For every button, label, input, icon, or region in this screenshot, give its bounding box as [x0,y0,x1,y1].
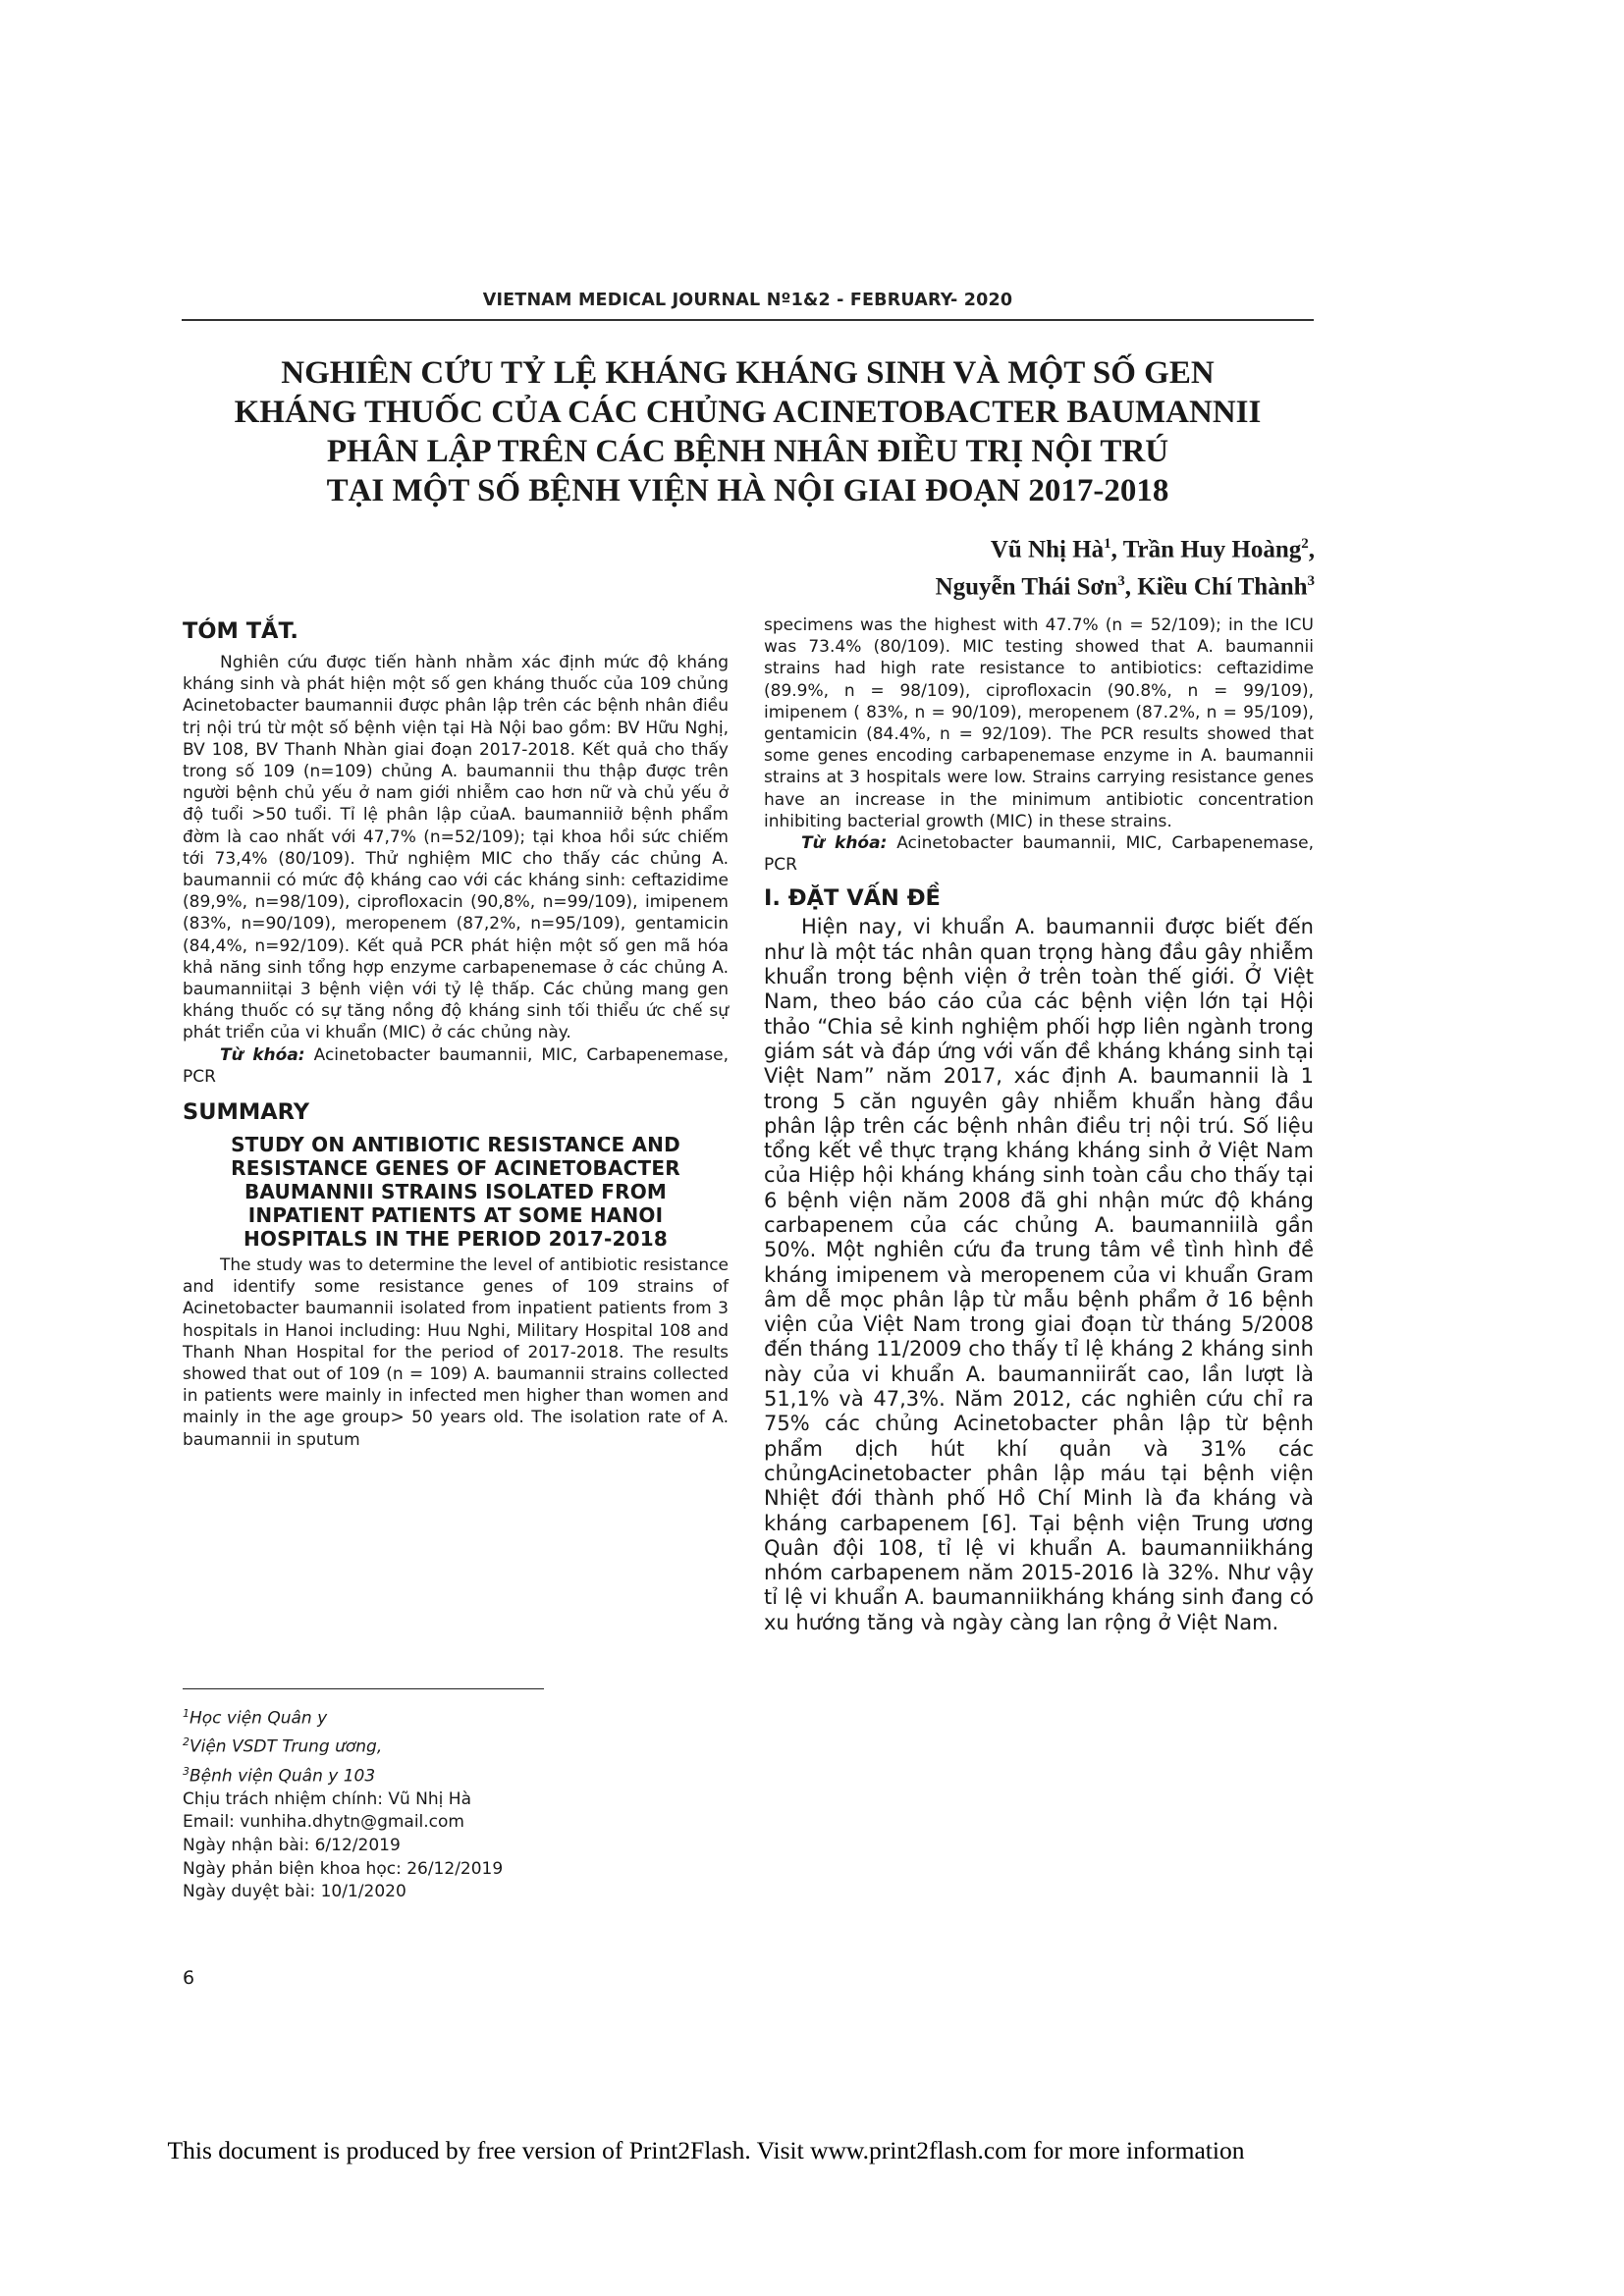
keywords-text: Acinetobacter baumannii, MIC, Carbapenemase, PCR [764,833,1315,876]
affiliation-text: Bệnh viện Quân y 103 [189,1766,376,1787]
article-title [182,353,1314,510]
header-rule [182,319,1314,321]
affiliation-footnote [183,1702,729,1731]
author-name: Vũ Nhị Hà [990,536,1105,563]
affiliation-footnote [183,1760,729,1789]
author-name: Nguyễn Thái Sơn [935,573,1118,601]
page-number: 6 [183,1967,195,1989]
author-separator: , [1308,536,1315,563]
footnotes [183,1702,729,1904]
summary-keywords [764,832,1314,876]
summary-title-line: STUDY ON ANTIBIOTIC RESISTANCE AND [231,1133,680,1157]
summary-heading: SUMMARY [183,1099,310,1126]
author-line [936,565,1315,603]
intro-heading: I. ĐẶT VẤN ĐỀ [764,885,941,912]
journal-running-header: VIETNAM MEDICAL JOURNAL Nº1&2 - FEBRUARY- 2020 [482,291,1013,310]
date-received: Ngày nhận bài: 6/12/2019 [183,1835,401,1855]
summary-text-continued: specimens was the highest with 47.7% (n = 52/109); in the ICU was 73.4% (80/109). MIC testing showed that A. baumannii strains had high rate resistance to antibiotics: ceftazidime (89.9%, n = 98/109), ciprofloxacin (90.8%, n = 99/109), imipenem ( 83%, n = 90/109), meropenem (87.2%, n = 95/109), gentamicin (84.4%, n = 92/109). The PCR results showed that some genes encoding carbapenemase enzyme in A. baumannii strains at 3 hospitals were low. Strains carrying resistance genes have an increase in the minimum antibiotic concentration inhibiting bacterial growth (MIC) in these strains. [764,615,1314,831]
title-line: KHÁNG THUỐC CỦA CÁC CHỦNG ACINETOBACTER BAUMANNII [234,395,1262,430]
author-affiliation-mark: 3 [1117,573,1125,590]
title-line: NGHIÊN CỨU TỶ LỆ KHÁNG KHÁNG SINH VÀ MỘT SỐ GEN [281,355,1215,391]
summary-title-line: INPATIENT PATIENTS AT SOME HANOI [247,1203,664,1228]
footnote-mark: 1 [183,1707,189,1720]
print2flash-watermark: This document is produced by free version of Print2Flash. Visit www.print2flash.com for more information [167,2136,1245,2164]
summary-title-line: HOSPITALS IN THE PERIOD 2017-2018 [243,1227,669,1252]
abstract-vi-heading: TÓM TẮT. [183,618,298,644]
summary-title-line: RESISTANCE GENES OF ACINETOBACTER [231,1156,680,1181]
summary-text: The study was to determine the level of antibiotic resistance and identify some resistance genes of 109 strains of Acinetobacter baumannii isolated from inpatient patients from 3 hospitals in Hanoi including: Huu Nghi, Military Hospital 108 and Thanh Nhan Hospital for the period of 2017-2018. The results showed that out of 109 (n = 109) A. baumannii strains collected in patients were mainly in infected men higher than women and mainly in the age group> 50 years old. The isolation rate of A. baumannii in sputum [183,1255,729,1450]
author-line [936,528,1315,565]
author-name: Trần Huy Hoàng [1122,536,1302,563]
date-reviewed: Ngày phản biện khoa học: 26/12/2019 [183,1858,504,1879]
summary-title [183,1133,729,1251]
responsible-author: Chịu trách nhiệm chính: Vũ Nhị Hà [183,1789,471,1809]
footnote-mark: 2 [183,1735,189,1749]
keywords-label: Từ khóa: [801,833,888,854]
right-column [764,614,1314,1635]
author-affiliation-mark: 3 [1307,573,1315,590]
affiliation-text: Viện VSDT Trung ương, [189,1736,383,1757]
author-affiliation-mark: 2 [1301,536,1309,552]
author-separator: , [1110,536,1123,563]
left-column [183,616,729,1451]
keywords-label: Từ khóa: [220,1044,305,1065]
author-affiliation-mark: 1 [1104,536,1111,552]
author-name: Kiều Chí Thành [1137,573,1308,601]
author-separator: , [1124,573,1138,601]
abstract-vi-text: Nghiên cứu được tiến hành nhằm xác định mức độ kháng kháng sinh và phát hiện một số gen kháng thuốc của 109 chủng Acinetobacter baumannii được phân lập trên các bệnh nhân điều trị nội trú từ một số bệnh viện tại Hà Nội bao gồm: BV Hữu Nghị, BV 108, BV Thanh Nhàn giai đoạn 2017-2018. Kết quả cho thấy trong số 109 (n=109) chủng A. baumannii thu thập được trên người bệnh chủ yếu ở nam giới nhiễm cao hơn nữ và chủ yếu ở độ tuổi >50 tuổi. Tỉ lệ phân lập củaA. baumanniiở bệnh phẩm đờm là cao nhất với 47,7% (n=52/109); tại khoa hồi sức chiếm tới 73,4% (80/109). Thử nghiệm MIC cho thấy các chủng A. baumannii có mức độ kháng cao với các kháng sinh: ceftazidime (89,9%, n=98/109), ciprofloxacin (90,8%, n=99/109), imipenem (83%, n=90/109), meropenem (87,2%, n=95/109), gentamicin (84,4%, n=92/109). Kết quả PCR phát hiện một số gen mã hóa khả năng sinh tổng hợp enzyme carbapenemase ở các chủng A. baumanniitại 3 bệnh viện với tỷ lệ thấp. Các chủng mang gen kháng thuốc có sự tăng nồng độ kháng sinh tối thiểu ức chế sự phát triển của vi khuẩn (MIC) ở các chủng này. [183,653,729,1043]
intro-text: Hiện nay, vi khuẩn A. baumannii được biết đến như là một tác nhân quan trọng hàng đầu gây nhiễm khuẩn trong bệnh viện ở trên toàn thế giới. Ở Việt Nam, theo báo cáo của các bệnh viện lớn tại Hội thảo “Chia sẻ kinh nghiệm phối hợp liên ngành trong giám sát và đáp ứng với vấn đề kháng kháng sinh tại Việt Nam” năm 2017, xác định A. baumannii là 1 trong 5 căn nguyên gây nhiễm khuẩn hàng đầu phân lập trên các bệnh nhân điều trị nội trú. Số liệu tổng kết về thực trạng kháng kháng sinh ở Việt Nam của Hiệp hội kháng kháng sinh toàn cầu cho thấy tại 6 bệnh viện năm 2008 đã ghi nhận mức độ kháng carbapenem của các chủng A. baumanniilà gần 50%. Một nghiên cứu đa trung tâm về tình hình đề kháng imipenem và meropenem của vi khuẩn Gram âm dễ mọc phân lập từ mẫu bệnh phẩm ở 16 bệnh viện của Việt Nam trong giai đoạn từ tháng 5/2008 đến tháng 11/2009 cho thấy tỉ lệ kháng 2 kháng sinh này của vi khuẩn A. baumanniirất cao, lần lượt là 51,1% và 47,3%. Năm 2012, các nghiên cứu chỉ ra 75% các chủng Acinetobacter phân lập từ bệnh phẩm dịch hút khí quản và 31% các chủngAcinetobacter phân lập máu tại bệnh viện Nhiệt đới thành phố Hồ Chí Minh là đa kháng và kháng carbapenem [6]. Tại bệnh viện Trung ương Quân đội 108, tỉ lệ vi khuẩn A. baumanniikháng nhóm carbapenem năm 2015-2016 là 32%. Như vậy tỉ lệ vi khuẩn A. baumanniikháng kháng sinh đang có xu hướng tăng và ngày càng lan rộng ở Việt Nam. [764,915,1314,1634]
date-accepted: Ngày duyệt bài: 10/1/2020 [183,1882,406,1902]
affiliation-text: Học viện Quân y [189,1708,328,1729]
author-list [936,528,1315,604]
footnote-rule [183,1688,544,1689]
summary-title-line: BAUMANNII STRAINS ISOLATED FROM [244,1180,668,1204]
contact-email: Email: vunhiha.dhytn@gmail.com [183,1812,464,1833]
title-line: PHÂN LẬP TRÊN CÁC BỆNH NHÂN ĐIỀU TRỊ NỘI TRÚ [326,434,1169,469]
keywords-text: Acinetobacter baumannii, MIC, Carbapenemase, PCR [183,1044,729,1087]
affiliation-footnote [183,1731,729,1759]
title-line: TẠI MỘT SỐ BỆNH VIỆN HÀ NỘI GIAI ĐOẠN 2017-2018 [326,473,1169,508]
abstract-vi-keywords [183,1044,729,1088]
footnote-mark: 3 [183,1764,189,1778]
